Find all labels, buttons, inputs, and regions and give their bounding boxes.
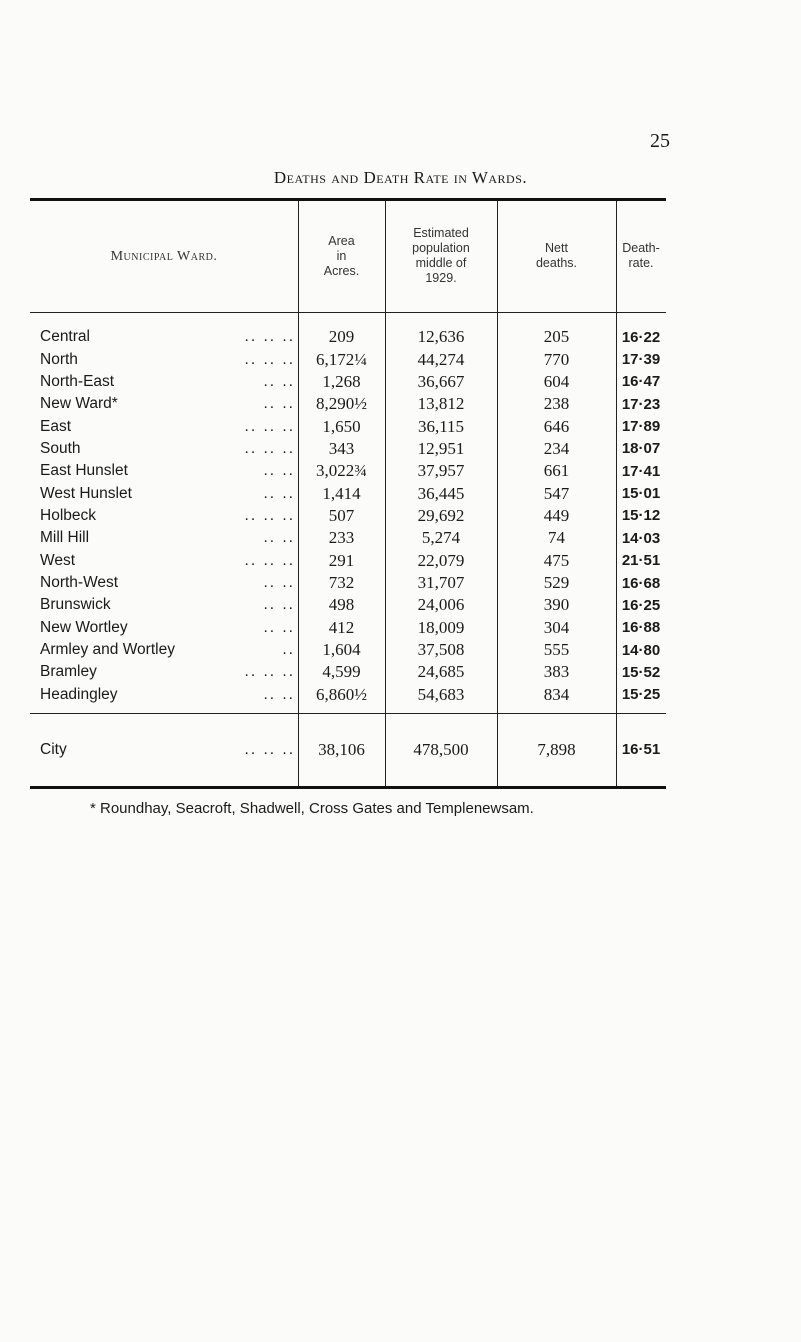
rate-value: 18·07	[621, 440, 661, 458]
area-value: 412	[328, 617, 355, 637]
ward-name: West Hunslet	[40, 484, 132, 502]
leader-dots: .. .. ..	[244, 328, 295, 346]
population-value: 36,115	[417, 416, 465, 436]
area-value: 4,599	[322, 662, 361, 682]
area-value: 1,268	[322, 371, 361, 391]
deaths-value: 74	[548, 528, 565, 548]
deaths-value: 770	[543, 349, 570, 369]
deaths-value: 646	[543, 416, 570, 436]
deaths-value: 475	[543, 550, 570, 570]
header-divider	[30, 312, 666, 313]
leader-dots: .. ..	[263, 484, 295, 502]
ward-name: New Wortley	[40, 618, 128, 636]
rate-value: 15·12	[621, 507, 661, 525]
deaths-value: 661	[543, 461, 570, 481]
table-row	[30, 393, 666, 415]
ward-name: Headingley	[40, 685, 118, 703]
population-value: 18,009	[417, 617, 465, 637]
table-row	[30, 348, 666, 370]
ward-name: East Hunslet	[40, 462, 128, 480]
leader-dots: .. .. ..	[244, 663, 295, 681]
population-value: 24,685	[417, 662, 465, 682]
deaths-value: 7,898	[537, 739, 576, 759]
table-row	[30, 527, 666, 549]
population-value: 37,957	[417, 461, 465, 481]
table-row	[30, 460, 666, 482]
total-divider	[30, 713, 666, 714]
deaths-value: 234	[543, 438, 570, 458]
area-value: 343	[328, 438, 355, 458]
area-value: 732	[328, 573, 355, 593]
population-value: 13,812	[417, 394, 465, 414]
leader-dots: .. .. ..	[244, 551, 295, 569]
area-value: 507	[328, 505, 355, 525]
leader-dots: .. ..	[263, 529, 295, 547]
ward-name: City	[40, 740, 67, 758]
ward-name: South	[40, 439, 81, 457]
leader-dots: .. ..	[263, 372, 295, 390]
deaths-value: 238	[543, 394, 570, 414]
table-row	[30, 505, 666, 527]
area-value: 498	[328, 595, 355, 615]
population-value: 12,951	[417, 438, 465, 458]
population-value: 36,667	[417, 371, 465, 391]
rate-value: 17·23	[621, 395, 661, 413]
header-ward: Municipal Ward.	[110, 248, 218, 264]
leader-dots: .. ..	[263, 685, 295, 703]
rate-value: 17·39	[621, 351, 661, 369]
rate-value: 16·51	[621, 741, 661, 758]
rate-value: 17·41	[621, 462, 661, 480]
header-area: Area in Acres.	[323, 233, 360, 278]
leader-dots: .. ..	[263, 395, 295, 413]
table-row	[30, 482, 666, 504]
population-value: 24,006	[417, 595, 465, 615]
deaths-value: 834	[543, 684, 570, 704]
rate-value: 14·03	[621, 529, 661, 547]
area-value: 6,860½	[316, 684, 367, 704]
rate-value: 15·52	[621, 663, 661, 681]
table-row	[30, 550, 666, 572]
rate-value: 17·89	[621, 418, 661, 436]
table-row	[30, 594, 666, 616]
deaths-value: 529	[543, 573, 570, 593]
ward-name: Brunswick	[40, 596, 111, 614]
deaths-value: 547	[543, 483, 570, 503]
area-value: 1,604	[322, 640, 361, 660]
rate-value: 16·22	[621, 328, 661, 346]
ward-name: Armley and Wortley	[40, 641, 175, 659]
deaths-value: 555	[543, 640, 570, 660]
population-value: 22,079	[417, 550, 465, 570]
area-value: 6,172¼	[316, 349, 367, 369]
table-row	[30, 371, 666, 393]
rate-value: 16·47	[621, 373, 661, 391]
deaths-value: 383	[543, 662, 570, 682]
ward-name: Bramley	[40, 663, 97, 681]
ward-name: West	[40, 551, 76, 569]
table-row	[30, 438, 666, 460]
area-value: 1,650	[322, 416, 361, 436]
table-title: Deaths and Death Rate in Wards.	[273, 168, 528, 187]
population-value: 31,707	[417, 573, 465, 593]
rate-value: 21·51	[621, 552, 661, 570]
table-row	[30, 617, 666, 639]
table-row	[30, 326, 666, 348]
header-rate: Death- rate.	[622, 241, 660, 270]
population-value: 5,274	[421, 528, 461, 548]
area-value: 3,022¾	[316, 461, 367, 481]
leader-dots: .. .. ..	[244, 350, 295, 368]
table-row	[30, 639, 666, 661]
table-row	[30, 572, 666, 594]
header-population: Estimated population middle of 1929.	[412, 226, 470, 285]
leader-dots: .. ..	[263, 618, 295, 636]
deaths-value: 449	[543, 505, 570, 525]
leader-dots: .. ..	[263, 462, 295, 480]
area-value: 8,290½	[316, 394, 367, 414]
ward-deaths-table	[30, 198, 666, 789]
page-number: 25	[650, 130, 670, 152]
table-row	[30, 684, 666, 706]
population-value: 44,274	[417, 349, 465, 369]
ward-name: East	[40, 417, 72, 435]
ward-name: Mill Hill	[40, 529, 90, 547]
rate-value: 16·88	[621, 619, 661, 637]
area-value: 291	[328, 550, 355, 570]
population-value: 37,508	[417, 640, 465, 660]
area-value: 1,414	[322, 483, 361, 503]
rate-value: 15·01	[621, 485, 661, 503]
leader-dots: .. .. ..	[244, 439, 295, 457]
rate-value: 15·25	[621, 686, 661, 704]
population-value: 29,692	[417, 505, 465, 525]
deaths-value: 604	[543, 371, 570, 391]
leader-dots: .. ..	[263, 596, 295, 614]
leader-dots: ..	[282, 641, 295, 659]
population-value: 12,636	[417, 327, 465, 347]
rate-value: 16·68	[621, 574, 661, 592]
leader-dots: .. .. ..	[244, 417, 295, 435]
leader-dots: .. .. ..	[244, 740, 295, 758]
population-value: 36,445	[417, 483, 465, 503]
leader-dots: .. .. ..	[244, 506, 295, 524]
table-row	[30, 415, 666, 437]
rate-value: 16·25	[621, 596, 661, 614]
deaths-value: 304	[543, 617, 570, 637]
ward-name: Central	[40, 328, 90, 346]
rate-value: 14·80	[621, 641, 661, 659]
area-value: 209	[328, 327, 355, 347]
population-value: 478,500	[413, 739, 469, 759]
header-deaths: Nett deaths.	[535, 241, 577, 270]
ward-name: New Ward*	[40, 395, 118, 413]
table-row	[30, 661, 666, 683]
population-value: 54,683	[417, 684, 465, 704]
area-value: 38,106	[318, 739, 365, 759]
deaths-value: 205	[543, 327, 570, 347]
ward-name: Holbeck	[40, 506, 96, 524]
area-value: 233	[328, 528, 355, 548]
deaths-value: 390	[543, 595, 570, 615]
total-row	[30, 731, 666, 768]
ward-name: North-West	[40, 574, 119, 592]
leader-dots: .. ..	[263, 574, 295, 592]
ward-name: North	[40, 350, 78, 368]
footnote: * Roundhay, Seacroft, Shadwell, Cross Gates and Templenewsam.	[90, 800, 534, 817]
ward-name: North-East	[40, 372, 115, 390]
